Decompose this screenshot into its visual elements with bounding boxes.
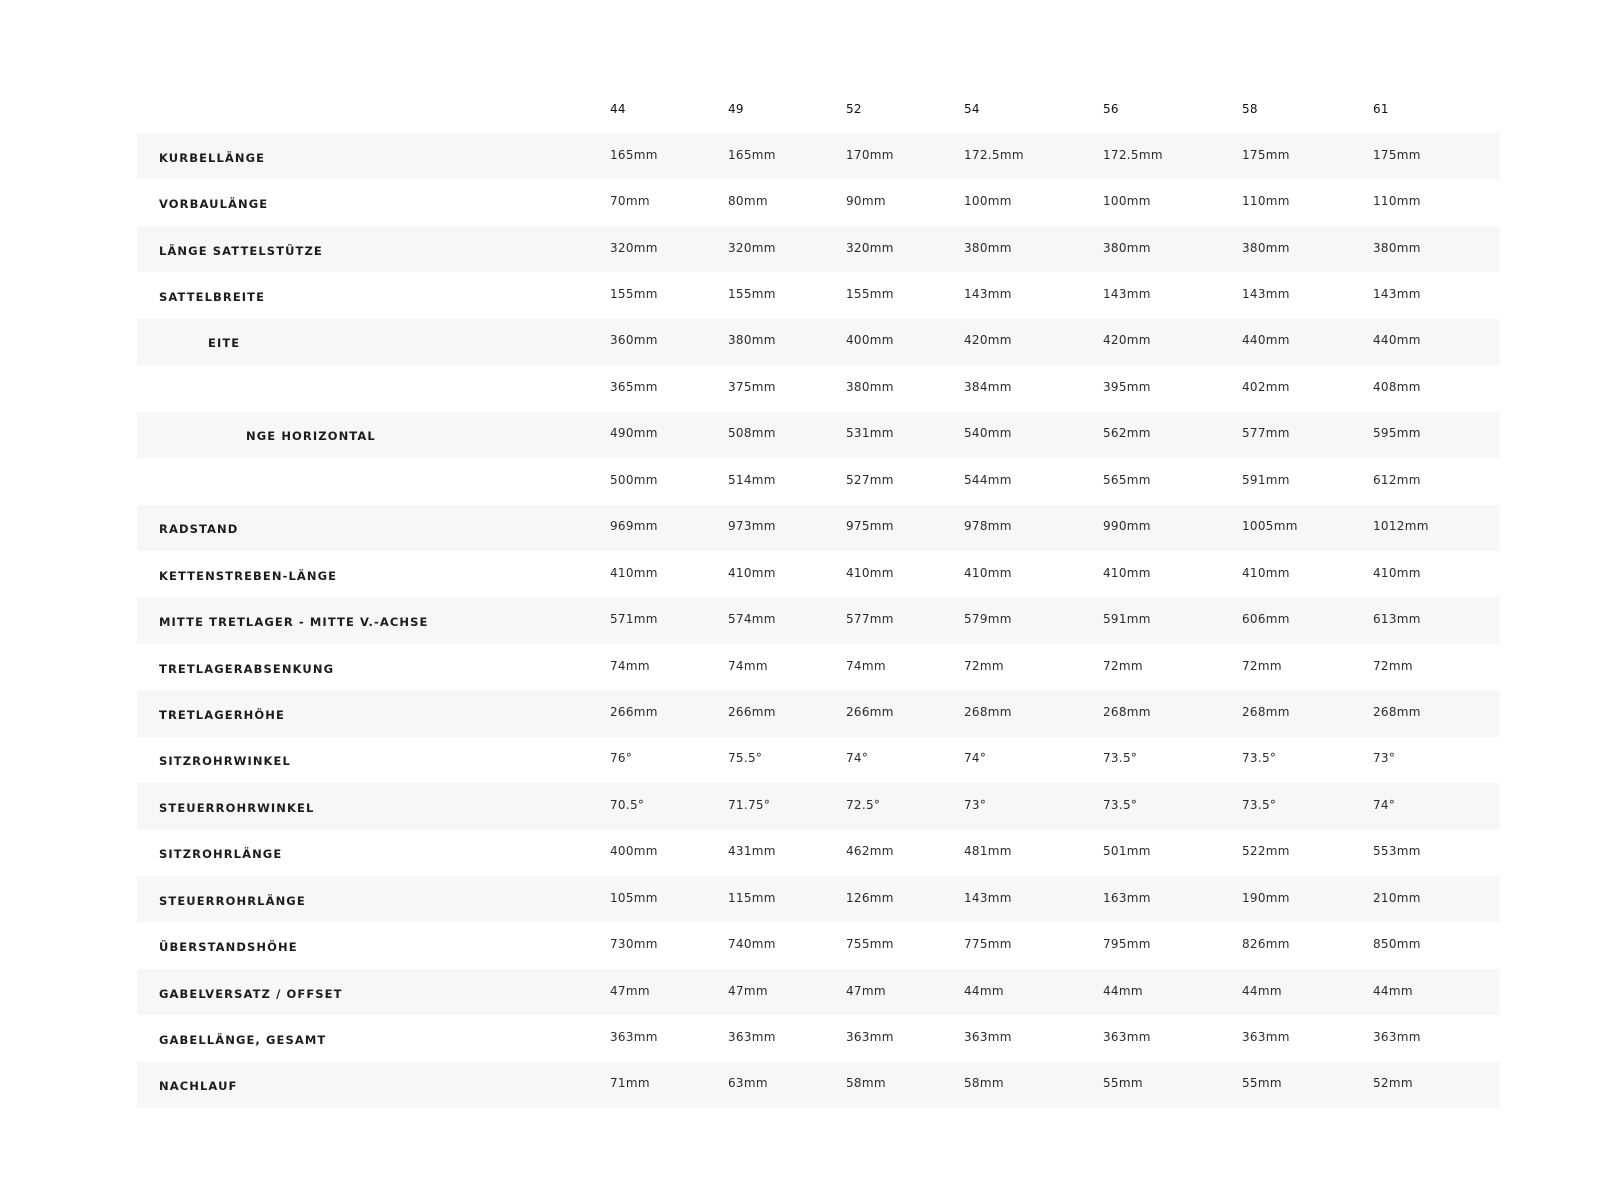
cell-value: 973mm xyxy=(728,519,776,534)
cell-value: 73.5° xyxy=(1242,797,1277,812)
cell-value: 100mm xyxy=(1103,194,1151,209)
cell-value: 402mm xyxy=(1242,379,1290,394)
cell-value: 100mm xyxy=(964,194,1012,209)
cell-value: 44mm xyxy=(1103,983,1143,998)
cell-value: 266mm xyxy=(610,704,658,719)
cell-value: 268mm xyxy=(1373,704,1421,719)
cell-value: 73° xyxy=(1373,751,1396,766)
cell-value: 969mm xyxy=(610,519,658,534)
cell-value: 71.75° xyxy=(728,797,771,812)
cell-value: 90mm xyxy=(846,194,886,209)
geometry-table xyxy=(137,85,1500,1108)
row-label: STEUERROHRLÄNGE xyxy=(159,893,306,908)
row-label: MITTE TRETLAGER - MITTE V.-ACHSE xyxy=(159,615,429,630)
cell-value: 73.5° xyxy=(1242,751,1277,766)
cell-value: 380mm xyxy=(1103,240,1151,255)
cell-value: 400mm xyxy=(610,844,658,859)
cell-value: 577mm xyxy=(1242,426,1290,441)
cell-value: 380mm xyxy=(846,379,894,394)
cell-value: 76° xyxy=(610,751,633,766)
cell-value: 143mm xyxy=(1103,287,1151,302)
cell-value: 730mm xyxy=(610,937,658,952)
table-row xyxy=(137,133,1500,179)
cell-value: 579mm xyxy=(964,612,1012,627)
cell-value: 72.5° xyxy=(846,797,881,812)
cell-value: 74° xyxy=(1373,797,1396,812)
cell-value: 612mm xyxy=(1373,472,1421,487)
cell-value: 155mm xyxy=(610,287,658,302)
cell-value: 363mm xyxy=(728,1030,776,1045)
cell-value: 420mm xyxy=(964,333,1012,348)
cell-value: 110mm xyxy=(1373,194,1421,209)
cell-value: 73.5° xyxy=(1103,751,1138,766)
table-body xyxy=(137,133,1500,1108)
cell-value: 73.5° xyxy=(1103,797,1138,812)
cell-value: 1005mm xyxy=(1242,519,1298,534)
cell-value: 172.5mm xyxy=(1103,147,1163,162)
table-row xyxy=(137,179,1500,225)
cell-value: 440mm xyxy=(1373,333,1421,348)
cell-value: 47mm xyxy=(728,983,768,998)
table-row xyxy=(137,551,1500,597)
cell-value: 320mm xyxy=(610,240,658,255)
cell-value: 408mm xyxy=(1373,379,1421,394)
cell-value: 47mm xyxy=(846,983,886,998)
table-row xyxy=(137,1015,1500,1061)
cell-value: 527mm xyxy=(846,472,894,487)
row-label xyxy=(137,458,610,504)
cell-value: 175mm xyxy=(1242,147,1290,162)
cell-value: 170mm xyxy=(846,147,894,162)
cell-value: 380mm xyxy=(1242,240,1290,255)
cell-value: 375mm xyxy=(728,379,776,394)
cell-value: 63mm xyxy=(728,1076,768,1091)
cell-value: 266mm xyxy=(846,704,894,719)
size-header: 61 xyxy=(1373,102,1389,116)
size-header: 56 xyxy=(1103,102,1119,116)
table-row xyxy=(137,272,1500,318)
cell-value: 395mm xyxy=(1103,379,1151,394)
table-row xyxy=(137,458,1500,504)
cell-value: 363mm xyxy=(964,1030,1012,1045)
cell-value: 380mm xyxy=(728,333,776,348)
cell-value: 410mm xyxy=(728,565,776,580)
cell-value: 72mm xyxy=(964,658,1004,673)
cell-value: 410mm xyxy=(610,565,658,580)
row-label-text: NGE HORIZONTAL xyxy=(246,429,376,444)
label-column-header xyxy=(137,85,610,133)
cell-value: 755mm xyxy=(846,937,894,952)
cell-value: 268mm xyxy=(964,704,1012,719)
cell-value: 514mm xyxy=(728,472,776,487)
cell-value: 44mm xyxy=(964,983,1004,998)
cell-value: 400mm xyxy=(846,333,894,348)
cell-value: 410mm xyxy=(1242,565,1290,580)
cell-value: 1012mm xyxy=(1373,519,1429,534)
cell-value: 105mm xyxy=(610,890,658,905)
cell-value: 365mm xyxy=(610,379,658,394)
table-row xyxy=(137,365,1500,411)
size-header: 49 xyxy=(728,102,744,116)
table-row xyxy=(137,644,1500,690)
cell-value: 975mm xyxy=(846,519,894,534)
table-row xyxy=(137,226,1500,272)
cell-value: 850mm xyxy=(1373,937,1421,952)
cell-value: 574mm xyxy=(728,612,776,627)
cell-value: 481mm xyxy=(964,844,1012,859)
cell-value: 501mm xyxy=(1103,844,1151,859)
cell-value: 72mm xyxy=(1373,658,1413,673)
cell-value: 71mm xyxy=(610,1076,650,1091)
cell-value: 143mm xyxy=(1242,287,1290,302)
cell-value: 126mm xyxy=(846,890,894,905)
cell-value: 163mm xyxy=(1103,890,1151,905)
cell-value: 58mm xyxy=(964,1076,1004,1091)
cell-value: 74° xyxy=(964,751,987,766)
row-label: LÄNGE SATTELSTÜTZE xyxy=(159,243,323,258)
cell-value: 613mm xyxy=(1373,612,1421,627)
cell-value: 500mm xyxy=(610,472,658,487)
cell-value: 143mm xyxy=(964,890,1012,905)
cell-value: 44mm xyxy=(1373,983,1413,998)
cell-value: 740mm xyxy=(728,937,776,952)
table-row xyxy=(137,505,1500,551)
table-row xyxy=(137,737,1500,783)
cell-value: 72mm xyxy=(1242,658,1282,673)
cell-value: 47mm xyxy=(610,983,650,998)
cell-value: 540mm xyxy=(964,426,1012,441)
cell-value: 165mm xyxy=(728,147,776,162)
cell-value: 70.5° xyxy=(610,797,645,812)
cell-value: 360mm xyxy=(610,333,658,348)
cell-value: 155mm xyxy=(728,287,776,302)
table-header xyxy=(137,85,1500,133)
table-row xyxy=(137,690,1500,736)
row-label xyxy=(137,412,610,458)
cell-value: 544mm xyxy=(964,472,1012,487)
row-label xyxy=(137,365,610,411)
table-row xyxy=(137,969,1500,1015)
cell-value: 266mm xyxy=(728,704,776,719)
row-label: VORBAULÄNGE xyxy=(159,197,269,212)
cell-value: 58mm xyxy=(846,1076,886,1091)
cell-value: 562mm xyxy=(1103,426,1151,441)
row-label: RADSTAND xyxy=(159,522,239,537)
cell-value: 320mm xyxy=(728,240,776,255)
cell-value: 380mm xyxy=(964,240,1012,255)
cell-value: 190mm xyxy=(1242,890,1290,905)
size-header: 54 xyxy=(964,102,980,116)
cell-value: 74mm xyxy=(846,658,886,673)
cell-value: 74° xyxy=(846,751,869,766)
cell-value: 363mm xyxy=(1373,1030,1421,1045)
cell-value: 462mm xyxy=(846,844,894,859)
row-label: GABELLÄNGE, GESAMT xyxy=(159,1033,327,1048)
row-label xyxy=(137,319,610,365)
cell-value: 595mm xyxy=(1373,426,1421,441)
cell-value: 172.5mm xyxy=(964,147,1024,162)
cell-value: 70mm xyxy=(610,194,650,209)
cell-value: 384mm xyxy=(964,379,1012,394)
cell-value: 268mm xyxy=(1242,704,1290,719)
cell-value: 606mm xyxy=(1242,612,1290,627)
cell-value: 826mm xyxy=(1242,937,1290,952)
cell-value: 553mm xyxy=(1373,844,1421,859)
table-row xyxy=(137,412,1500,458)
cell-value: 80mm xyxy=(728,194,768,209)
cell-value: 55mm xyxy=(1242,1076,1282,1091)
cell-value: 74mm xyxy=(610,658,650,673)
cell-value: 155mm xyxy=(846,287,894,302)
row-label: SITZROHRLÄNGE xyxy=(159,847,283,862)
cell-value: 363mm xyxy=(846,1030,894,1045)
row-label: NACHLAUF xyxy=(159,1079,238,1094)
table-row xyxy=(137,1062,1500,1108)
cell-value: 73° xyxy=(964,797,987,812)
cell-value: 490mm xyxy=(610,426,658,441)
cell-value: 522mm xyxy=(1242,844,1290,859)
cell-value: 44mm xyxy=(1242,983,1282,998)
cell-value: 143mm xyxy=(964,287,1012,302)
row-label: TRETLAGERHÖHE xyxy=(159,707,285,722)
cell-value: 440mm xyxy=(1242,333,1290,348)
cell-value: 110mm xyxy=(1242,194,1290,209)
cell-value: 795mm xyxy=(1103,937,1151,952)
cell-value: 775mm xyxy=(964,937,1012,952)
table-row xyxy=(137,319,1500,365)
row-label: GABELVERSATZ / OFFSET xyxy=(159,986,343,1001)
size-header: 44 xyxy=(610,102,626,116)
row-label: ÜBERSTANDSHÖHE xyxy=(159,940,298,955)
row-label-text: EITE xyxy=(208,336,241,351)
row-label: KETTENSTREBEN-LÄNGE xyxy=(159,568,338,583)
cell-value: 363mm xyxy=(1242,1030,1290,1045)
cell-value: 72mm xyxy=(1103,658,1143,673)
cell-value: 363mm xyxy=(1103,1030,1151,1045)
cell-value: 363mm xyxy=(610,1030,658,1045)
cell-value: 410mm xyxy=(964,565,1012,580)
cell-value: 143mm xyxy=(1373,287,1421,302)
size-header-row xyxy=(137,85,1500,133)
row-label: SATTELBREITE xyxy=(159,290,266,305)
cell-value: 55mm xyxy=(1103,1076,1143,1091)
cell-value: 431mm xyxy=(728,844,776,859)
table-row xyxy=(137,922,1500,968)
cell-value: 320mm xyxy=(846,240,894,255)
size-header: 58 xyxy=(1242,102,1258,116)
cell-value: 165mm xyxy=(610,147,658,162)
cell-value: 74mm xyxy=(728,658,768,673)
cell-value: 52mm xyxy=(1373,1076,1413,1091)
size-header: 52 xyxy=(846,102,862,116)
table-row xyxy=(137,783,1500,829)
row-label: KURBELLÄNGE xyxy=(159,150,266,165)
table-row xyxy=(137,830,1500,876)
cell-value: 210mm xyxy=(1373,890,1421,905)
cell-value: 410mm xyxy=(1373,565,1421,580)
cell-value: 115mm xyxy=(728,890,776,905)
cell-value: 591mm xyxy=(1242,472,1290,487)
cell-value: 990mm xyxy=(1103,519,1151,534)
cell-value: 565mm xyxy=(1103,472,1151,487)
cell-value: 268mm xyxy=(1103,704,1151,719)
cell-value: 420mm xyxy=(1103,333,1151,348)
cell-value: 410mm xyxy=(846,565,894,580)
table-row xyxy=(137,876,1500,922)
row-label: STEUERROHRWINKEL xyxy=(159,800,315,815)
cell-value: 577mm xyxy=(846,612,894,627)
cell-value: 75.5° xyxy=(728,751,763,766)
cell-value: 531mm xyxy=(846,426,894,441)
cell-value: 978mm xyxy=(964,519,1012,534)
row-label: SITZROHRWINKEL xyxy=(159,754,291,769)
cell-value: 175mm xyxy=(1373,147,1421,162)
cell-value: 591mm xyxy=(1103,612,1151,627)
cell-value: 508mm xyxy=(728,426,776,441)
cell-value: 410mm xyxy=(1103,565,1151,580)
table-row xyxy=(137,597,1500,643)
cell-value: 380mm xyxy=(1373,240,1421,255)
cell-value: 571mm xyxy=(610,612,658,627)
row-label: TRETLAGERABSENKUNG xyxy=(159,661,335,676)
